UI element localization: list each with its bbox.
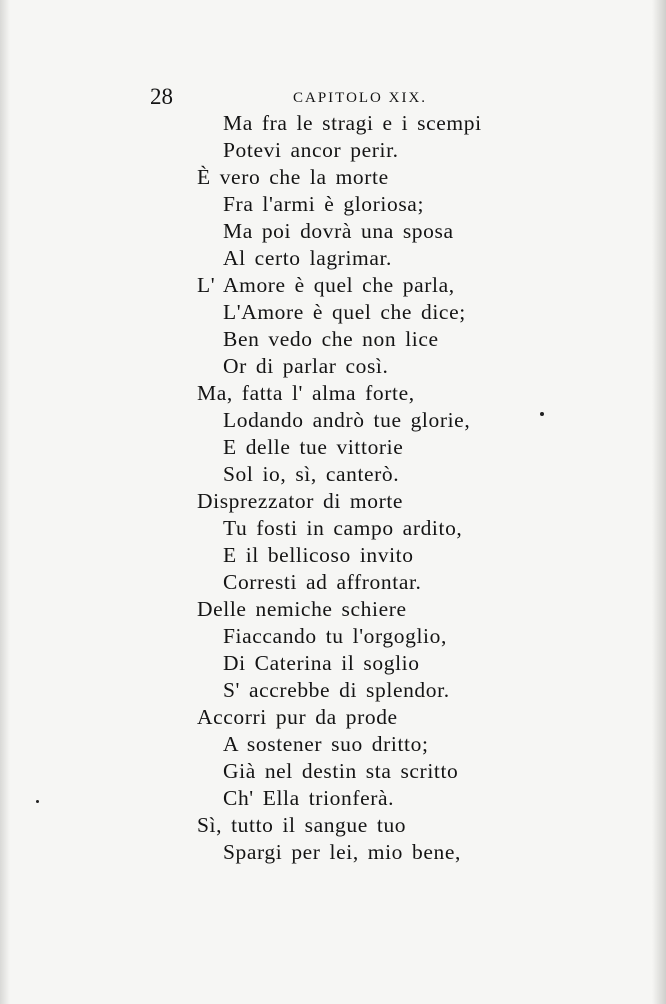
page-number: 28 — [150, 84, 173, 109]
verse-line: Disprezzator di morte — [197, 489, 404, 513]
verse-line: A sostener suo dritto; — [223, 732, 429, 756]
verse-line: Spargi per lei, mio bene, — [223, 840, 461, 864]
verse-line: L' Amore è quel che parla, — [197, 273, 455, 297]
verse-line: Ma, fatta l' alma forte, — [197, 381, 415, 405]
verse-line: Ma poi dovrà una sposa — [223, 219, 454, 243]
verse-line: Di Caterina il soglio — [223, 651, 420, 675]
verse-line: Al certo lagrimar. — [223, 246, 393, 270]
verse-line: Corresti ad affrontar. — [223, 570, 422, 594]
verse-line: Delle nemiche schiere — [197, 597, 407, 621]
verse-line: Ma fra le stragi e i scempi — [223, 111, 482, 135]
verse-line: Lodando andrò tue glorie, — [223, 408, 471, 432]
page-edge-shadow-left — [0, 0, 10, 1004]
verse-line: Potevi ancor perir. — [223, 138, 399, 162]
verse-line: Tu fosti in campo ardito, — [223, 516, 463, 540]
verse-line: E il bellicoso invito — [223, 543, 414, 567]
verse-line: Ch' Ella trionferà. — [223, 786, 395, 810]
verse-line: È vero che la morte — [197, 165, 389, 189]
page-edge-shadow-right — [652, 0, 666, 1004]
verse-line: Fra l'armi è gloriosa; — [223, 192, 425, 216]
verse-line: Ben vedo che non lice — [223, 327, 439, 351]
verse-line: E delle tue vittorie — [223, 435, 404, 459]
verse-line: Già nel destin sta scritto — [223, 759, 459, 783]
ink-speck — [36, 800, 39, 803]
verse-line: Or di parlar così. — [223, 354, 389, 378]
verse-line: Sol io, sì, canterò. — [223, 462, 400, 486]
verse-line: S' accrebbe di splendor. — [223, 678, 450, 702]
running-head: CAPITOLO XIX. — [293, 90, 428, 106]
verse-line: Accorri pur da prode — [197, 705, 398, 729]
verse-line: Sì, tutto il sangue tuo — [197, 813, 407, 837]
verse-line: L'Amore è quel che dice; — [223, 300, 466, 324]
verse-line: Fiaccando tu l'orgoglio, — [223, 624, 447, 648]
ink-speck — [540, 412, 544, 416]
